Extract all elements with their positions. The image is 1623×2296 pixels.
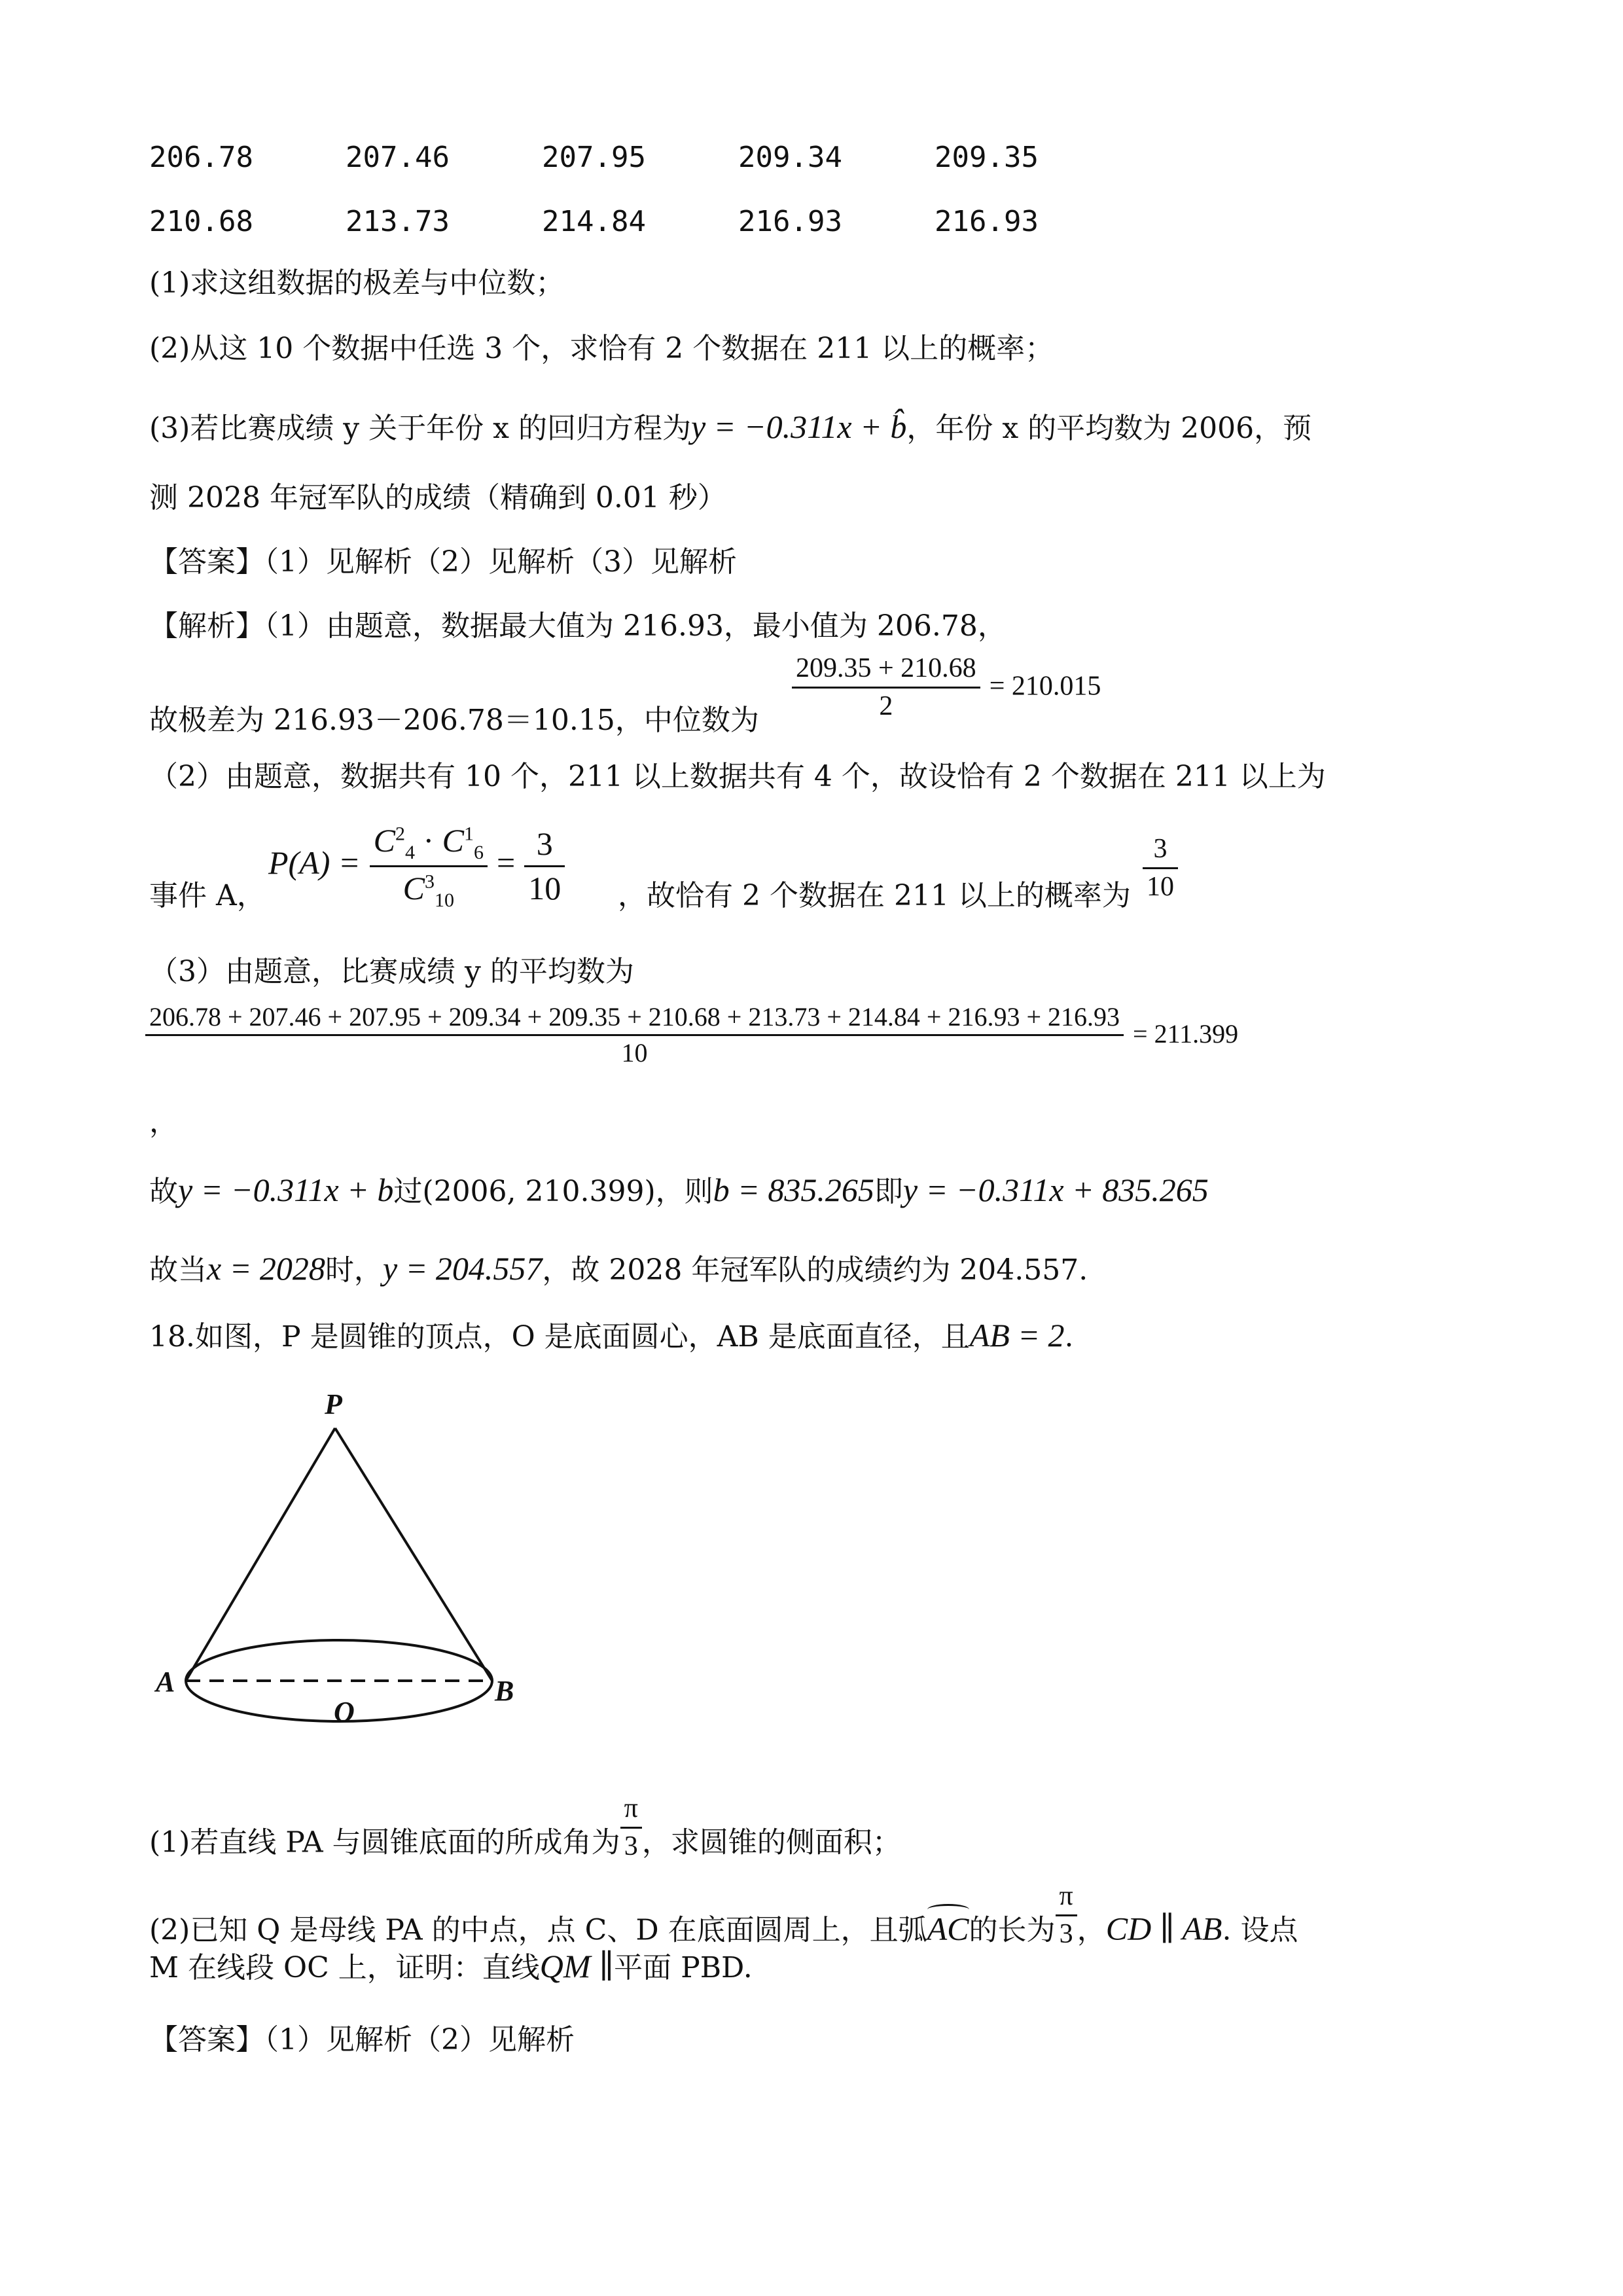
fraction-numerator: 3: [536, 825, 553, 862]
fraction-denominator: 10: [1143, 867, 1178, 905]
mean-result: = 211.399: [1133, 1019, 1239, 1049]
text: . 设点: [1222, 1913, 1298, 1947]
text: 的长为: [969, 1913, 1056, 1947]
median-formula: [792, 651, 1101, 724]
probability-text: ，故恰有 2 个数据在 211 以上的概率为: [618, 879, 1131, 912]
regression-equation: y = −0.311x + b̂: [690, 408, 907, 445]
cone-figure: [144, 1368, 550, 1734]
prediction-line: [149, 1247, 1088, 1290]
text: 即: [874, 1175, 903, 1208]
text: ，: [1077, 1913, 1106, 1947]
median-result: = 210.015: [989, 671, 1101, 702]
text: M 在线段 OC 上，证明：直线: [149, 1951, 540, 1984]
label-p: P: [325, 1388, 342, 1420]
fraction-numerator: 206.78 + 207.46 + 207.95 + 209.34 + 209.35 + 210.68 + 213.73 + 214.84 + 216.93 + 216.93: [149, 1002, 1120, 1031]
comma: ，: [149, 1105, 178, 1139]
question-part-1: (1)求这组数据的极差与中位数；: [149, 266, 565, 300]
median-fraction: [792, 651, 980, 724]
answer-line: [149, 543, 737, 581]
text: 过(2006, 210.399)，则: [393, 1175, 713, 1208]
fraction-denominator: $C^3_{10}$: [370, 865, 488, 913]
label-o: O: [334, 1696, 355, 1728]
analysis-line-1: [149, 607, 1007, 645]
text: .: [1064, 1320, 1074, 1354]
question-part-3: [149, 406, 1311, 448]
text: ，故 2028 年冠军队的成绩约为 204.557.: [542, 1253, 1088, 1287]
table-cell: 207.95: [542, 141, 646, 174]
analysis-line-4: （3）由题意，比赛成绩 y 的平均数为: [149, 955, 634, 988]
intercept-equation: b = 835.265: [713, 1172, 874, 1208]
analysis-text: （1）由题意，数据最大值为 216.93，最小值为 206.78，: [264, 609, 1007, 643]
pa-label: P(A) =: [268, 844, 361, 881]
answer-text: （1）见解析（2）见解析（3）见解析: [264, 545, 737, 579]
analysis-label: 【解析】: [149, 609, 264, 643]
text: 故当: [149, 1253, 207, 1287]
label-b: B: [495, 1675, 514, 1707]
table-cell: 214.84: [542, 205, 646, 238]
fraction-numerator: $C^2_4 \cdot C^1_6$: [373, 822, 484, 863]
probability-result: [1143, 831, 1178, 905]
fraction-denominator: 3: [1056, 1914, 1077, 1952]
arc-length-fraction: [1056, 1878, 1077, 1952]
regression-line: [149, 1169, 1209, 1211]
question-text: (3)若比赛成绩 y 关于年份 x 的回归方程为: [149, 412, 691, 445]
ab-equation: AB = 2: [969, 1317, 1065, 1354]
text: 时，: [325, 1253, 383, 1287]
arc-ac: AC: [927, 1908, 969, 1950]
y-equation: y = 204.557: [382, 1250, 543, 1287]
x-equation: x = 2028: [207, 1250, 325, 1287]
fraction-denominator: 10: [145, 1034, 1124, 1070]
fraction-denominator: 2: [792, 687, 980, 725]
answer-label: 【答案】: [149, 2023, 264, 2056]
fraction-numerator: π: [624, 1793, 638, 1823]
fraction-numerator: 3: [1153, 834, 1168, 864]
question-part-3-cont: 测 2028 年冠军队的成绩（精确到 0.01 秒）: [149, 481, 726, 514]
question-18-part-1: [149, 1791, 901, 1864]
result-fraction: [1143, 831, 1178, 905]
table-cell: 210.68: [149, 205, 253, 238]
regression-equation: y = −0.311x + b: [178, 1172, 394, 1208]
text: 18.如图，P 是圆锥的顶点，O 是底面圆心，AB 是底面直径，且: [149, 1320, 970, 1354]
event-label: 事件 A，: [149, 879, 266, 912]
mean-formula: [145, 1000, 1238, 1070]
final-equation: y = −0.311x + 835.265: [902, 1172, 1209, 1208]
fraction-denominator: 10: [524, 865, 565, 910]
analysis-line-3: （2）由题意，数据共有 10 个，211 以上数据共有 4 个，故设恰有 2 个数据在 211 以上为: [149, 760, 1326, 793]
text: (1)若直线 PA 与圆锥底面的所成角为: [149, 1825, 620, 1859]
table-cell: 216.93: [738, 205, 842, 238]
table-cell: 213.73: [346, 205, 450, 238]
label-a: A: [156, 1666, 175, 1698]
table-cell: 206.78: [149, 141, 253, 174]
question-18-answer: [149, 2021, 575, 2058]
mean-fraction: [145, 1000, 1124, 1070]
text: 平面 PBD.: [614, 1951, 753, 1984]
question-18-part-2: [149, 1878, 1298, 1952]
question-18-stem: [149, 1314, 1074, 1357]
text: (2)已知 Q 是母线 PA 的中点，点 C、D 在底面圆周上，且弧: [149, 1913, 927, 1947]
table-cell: 209.34: [738, 141, 842, 174]
answer-text: （1）见解析（2）见解析: [264, 2023, 575, 2056]
generatrix-pa: [186, 1428, 335, 1681]
probability-fraction: [524, 823, 565, 910]
question-18-part-2-cont: [149, 1945, 753, 1988]
parallel-cd-ab: CD ∥ AB: [1105, 1910, 1222, 1947]
combination-fraction: [370, 819, 488, 913]
text: 故: [149, 1175, 178, 1208]
table-cell: 216.93: [935, 205, 1039, 238]
fraction-denominator: 3: [620, 1827, 642, 1865]
analysis-line-2: 故极差为 216.93－206.78＝10.15，中位数为: [149, 704, 759, 737]
answer-label: 【答案】: [149, 545, 264, 579]
angle-fraction: [620, 1791, 642, 1864]
text: ，求圆锥的侧面积；: [641, 1825, 901, 1859]
table-cell: 207.46: [346, 141, 450, 174]
probability-formula: P(A) = $\frac{C^2_4 \cdot C^1_6}{C^3_{10}}$ = $\frac{3}{10}$: [268, 819, 565, 913]
question-text: ，年份 x 的平均数为 2006，预: [906, 412, 1312, 445]
qm-parallel: QM ∥: [539, 1948, 615, 1984]
fraction-numerator: 209.35 + 210.68: [796, 653, 976, 683]
table-cell: 209.35: [935, 141, 1039, 174]
question-part-2: (2)从这 10 个数据中任选 3 个，求恰有 2 个数据在 211 以上的概率；: [149, 332, 1054, 365]
fraction-numerator: π: [1059, 1881, 1073, 1911]
generatrix-pb: [335, 1428, 492, 1681]
